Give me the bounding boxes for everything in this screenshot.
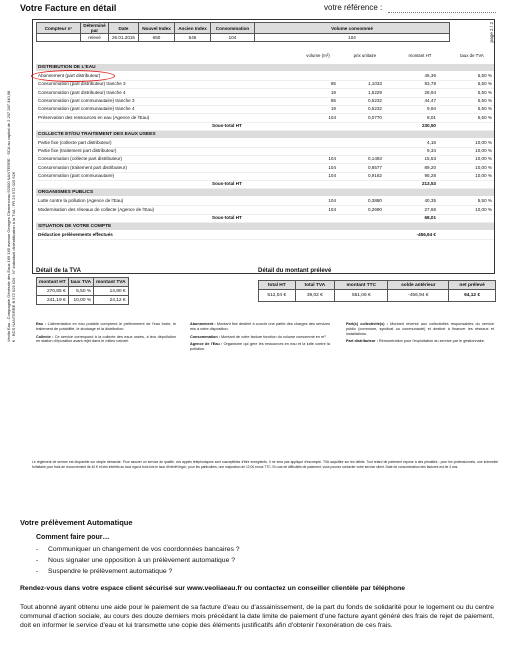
prelevement-paragraph: Tout abonné ayant obtenu une aide pour le paiement de sa facture d'eau ou d'assainissement, de la part du fonds de solidarité pour le logement ou du centre communal d'action sociale, au cours des douze derniers mois précédant la date limite de paiement d'une facture ayant généré des frais de rejet de paiement, doit en informer le service d'eau et lui transmette une copie des éléments justificatifs afin d'obtenir l'exonération de ces frais. (20, 604, 494, 630)
line-volume: 19 (330, 89, 336, 95)
reference-field[interactable] (388, 4, 496, 13)
definition-item (346, 339, 494, 344)
prelevement-cta: Rendez-vous dans votre espace client sécurisé sur www.veoliaeau.fr ou contactez un conseiller clientèle par téléphone (20, 585, 406, 592)
page-title: Votre Facture en détail (20, 3, 117, 13)
line-label: Consommation (part distributeur) tranche 4 (38, 89, 126, 95)
meter-header-cell: Compteur n° (37, 23, 81, 34)
definition-term: Agence de l'Eau : (190, 342, 223, 347)
line-volume: 104 (328, 156, 336, 162)
line-label: Préservation des ressources en eau (Agence de l'Eau) (38, 114, 150, 120)
debit-detail-table (258, 280, 496, 302)
col-amount-ht: montant HT (408, 53, 432, 58)
line-label: Partie fixe (traitement part distributeur) (38, 148, 117, 154)
section-header: COLLECTE ET/OU TRAITEMENT DES EAUX USEES (36, 131, 494, 138)
company-legal-address: Veolia Eau - Compagnie Générale des Eaux 169 165 avenue Georges Clemenceau 92000 NANTERRE · SCA au capital de 2 207 287 340,98 € · RCS NANTERRE B 572 025 526 · N° individuel d'identification à la TVA : FR 23 572 025 526 (6, 90, 16, 342)
line-amount: 9,34 (427, 148, 436, 154)
line-label: Abonnement (part distributeur) (38, 73, 101, 78)
vat-cell: 10,00 % (68, 296, 93, 305)
line-unit-price: 0,2690 (367, 206, 382, 212)
meter-header-cell: Date (109, 23, 139, 34)
line-unit-price: 0,3880 (367, 198, 382, 204)
line-vat-rate: 5,50 % (477, 198, 492, 204)
line-volume: 85 (330, 81, 336, 87)
prelevement-title: Votre prélèvement Automatique (20, 518, 133, 527)
line-volume: 104 (328, 206, 336, 212)
line-volume: 104 (328, 198, 336, 204)
debit-header-cell: net prélevé (449, 281, 496, 290)
line-vat-rate: 5,50 % (477, 97, 492, 103)
meter-value-cell: relevé (81, 34, 109, 42)
line-amount: 93,78 (424, 81, 436, 87)
prelevement-question: Comment faire pour… (36, 534, 110, 541)
definition-text: Ce service correspond à la collecte des eaux usées, à leur dépollution en station d'épuration avant rejet dans le milieu naturel. (36, 334, 176, 344)
subtotal-label: Sous-total HT (212, 122, 242, 128)
debit-value-cell: -456,94 € (388, 290, 449, 302)
line-volume: 19 (330, 106, 336, 112)
definition-text: Montant reversé aux collectivités responsables du service public (commune, syndicat ou communauté) et destiné à financer les réseaux et installations. (346, 322, 494, 336)
line-vat-rate: 5,50 % (477, 114, 492, 120)
line-label: Consommation (part communautaire) tranche 3 (38, 97, 135, 103)
line-vat-rate: 10,00 % (475, 156, 492, 162)
definition-term: Eau : (36, 322, 46, 326)
debit-value-cell: 551,06 € (335, 290, 388, 302)
line-amount: 44,47 (424, 97, 436, 103)
line-amount: 8,01 (427, 114, 436, 120)
definition-item (190, 335, 330, 340)
line-amount: 15,53 (424, 156, 436, 162)
line-vat-rate: 10,00 % (475, 164, 492, 170)
definition-text: Organisme qui gère les ressources en eau et la lutte contre la pollution. (190, 342, 330, 352)
vat-cell: 241,19 € (37, 296, 69, 305)
page-number: page 2 / 2 (489, 22, 494, 43)
line-amount: 27,66 (424, 206, 436, 212)
definition-text: Montant fixe destiné à couvrir une partie des charges des services mis à votre disposition. (190, 322, 330, 331)
definition-term: Consommation : (190, 334, 220, 339)
line-vat-rate: 5,50 % (477, 73, 492, 78)
vat-cell: 270,85 € (37, 287, 69, 296)
line-vat-rate: 5,50 % (477, 89, 492, 95)
line-label: Consommation (collecte part distributeur) (38, 156, 122, 162)
subtotal-row (36, 180, 494, 189)
prelevement-list (36, 544, 240, 577)
meter-value-cell: 104 (255, 34, 450, 42)
definition-term: Part distributeur : (346, 339, 378, 344)
debit-value-cell: 512,04 € (259, 290, 296, 302)
definitions-right (346, 322, 494, 347)
line-unit-price: 0,1493 (367, 156, 382, 162)
line-unit-price: 0,9162 (367, 173, 382, 178)
line-amount: 28,94 (424, 89, 436, 95)
prelevement-item: - Suspendre le prélèvement automatique ? (36, 566, 240, 577)
line-unit-price: 0,8577 (367, 164, 382, 170)
prelevement-item: - Nous signaler une opposition à un prélèvement automatique ? (36, 555, 240, 566)
line-unit-price: 0,5232 (367, 106, 382, 112)
line-unit-price: 1,5229 (367, 89, 382, 95)
line-label: Partie fixe (collecte part distributeur) (38, 139, 112, 145)
line-amount: 45,36 (424, 73, 436, 78)
meter-value-cell: 650 (139, 34, 175, 42)
subtotal-row (36, 122, 494, 131)
line-amount: 9,94 (427, 106, 436, 112)
debit-value-cell: 39,02 € (295, 290, 335, 302)
debit-header-cell: montant TTC (335, 281, 388, 290)
situation-amount: -456,94 € (416, 231, 436, 237)
line-vat-rate: 10,00 % (475, 206, 492, 212)
line-amount: 95,28 (424, 173, 436, 178)
section-header: DISTRIBUTION DE L'EAU (36, 64, 494, 71)
definitions-left (36, 322, 176, 347)
definition-term: Part(s) collectivité(s) : (346, 322, 388, 326)
definition-term: Collecte : (36, 334, 54, 339)
meter-header-cell: Consommation (211, 23, 255, 34)
line-vat-rate: 10,00 % (475, 148, 492, 154)
line-unit-price: 1,1033 (367, 81, 382, 87)
line-label: Lutte contre la pollution (Agence de l'Eau) (38, 198, 124, 204)
definition-item (190, 342, 330, 352)
definition-item (346, 322, 494, 336)
subtotal-row (36, 214, 494, 223)
vat-detail-table (36, 277, 129, 305)
meter-header-cell: Déterminé par (81, 23, 109, 34)
debit-header-cell: total TVA (295, 281, 335, 290)
col-volume: volume (m³) (306, 53, 330, 58)
line-amount: 89,20 (424, 164, 436, 170)
definition-text: Montant de votre facture fonction du volume consommé en m³. (221, 334, 327, 339)
vat-header-cell: montant HT (37, 278, 69, 287)
vat-header-cell: taux TVA (68, 278, 93, 287)
reference-label: votre référence : (324, 3, 383, 12)
debit-header-cell: total HT (259, 281, 296, 290)
line-amount: 4,18 (427, 139, 436, 145)
line-label: Modernisation des réseaux de collecte (Agence de l'Eau) (38, 206, 155, 212)
vat-cell: 24,12 € (94, 296, 129, 305)
line-label: Consommation (part communautaire) tranche 4 (38, 106, 135, 112)
line-volume: 104 (328, 173, 336, 178)
line-label: Consommation (part communautaire) (38, 173, 115, 178)
meter-value-cell (37, 34, 81, 42)
meter-value-cell: 26.01.2015 (109, 34, 139, 42)
meter-value-cell: 104 (211, 34, 255, 42)
line-vat-rate: 5,50 % (477, 106, 492, 112)
subtotal-amount: 230,50 (421, 122, 436, 128)
section-header: ORGANISMES PUBLICS (36, 189, 494, 196)
line-vat-rate: 10,00 % (475, 173, 492, 178)
vat-cell: 14,90 € (94, 287, 129, 296)
situation-row (36, 231, 494, 240)
debit-value-cell: 94,12 € (449, 290, 496, 302)
subtotal-label: Sous-total HT (212, 181, 242, 187)
subtotal-amount: 213,53 (421, 181, 436, 187)
definitions-middle (190, 322, 330, 355)
meter-header-cell: Nouvel Index (139, 23, 175, 34)
line-unit-price: 0,5232 (367, 97, 382, 103)
meter-header-cell: Volume consommé (255, 23, 450, 34)
line-amount: 40,35 (424, 198, 436, 204)
vat-detail-title: Détail de la TVA (36, 268, 81, 274)
line-unit-price: 0,0770 (367, 114, 382, 120)
meter-value-cell: 546 (175, 34, 211, 42)
meter-table (36, 22, 450, 42)
definition-text: L'alimentation en eau potable comprend le prélèvement de l'eau brute, le traitement de potabilité, le stockage et la distribution. (36, 322, 176, 331)
col-unit-price: prix unitaire (353, 53, 377, 58)
meter-header-cell: Ancien Index (175, 23, 211, 34)
definition-item (36, 322, 176, 332)
definition-term: Abonnement : (190, 322, 216, 326)
subtotal-label: Sous-total HT (212, 214, 242, 220)
vat-header-cell: montant TVA (94, 278, 129, 287)
debit-detail-title: Détail du montant prélevé (258, 268, 332, 274)
line-label: Consommation (part distributeur) tranche 3 (38, 81, 126, 87)
definition-text: Rémunération pour l'exploitation du service par le gestionnaire. (378, 339, 485, 344)
definition-item (190, 322, 330, 332)
col-vat-rate: taux de TVA (460, 53, 484, 58)
line-vat-rate: 10,00 % (475, 139, 492, 145)
line-vat-rate: 5,50 % (477, 81, 492, 87)
situation-header: SITUATION DE VOTRE COMPTE (36, 223, 494, 230)
situation-label: Déduction prélèvements effectués (38, 231, 113, 237)
line-label: Consommation (traitement part distributeur) (38, 164, 127, 170)
line-volume: 104 (328, 164, 336, 170)
definition-item (36, 335, 176, 345)
line-volume: 104 (328, 114, 336, 120)
line-volume: 85 (330, 97, 336, 103)
legal-footnote: Le règlement de service est disponible sur simple demande. Pour assurer un service de qualité, vos appels téléphoniques sont susceptibles d'être enregistrés. Il ne sera pas appliqué d'escompte. TVA acquittée sur les débits. Tout retard de paiement expose à des pénalités : pour les professionnels, une indemnité forfaitaire pour frais de recouvrement de 40 € et des intérêts au taux égal à trois fois le taux d'intérêt légal ; pour les particuliers, une majoration de 12,00 euros TTC. En cas de difficultés de paiement, vous pouvez contacter votre service client. Date de consommation des factures est de 4 ans. (32, 460, 498, 469)
prelevement-item: - Communiquer un changement de vos coordonnées bancaires ? (36, 544, 240, 555)
debit-header-cell: solde antérieur (388, 281, 449, 290)
vat-cell: 5,50 % (68, 287, 93, 296)
subtotal-amount: 68,01 (424, 214, 436, 220)
